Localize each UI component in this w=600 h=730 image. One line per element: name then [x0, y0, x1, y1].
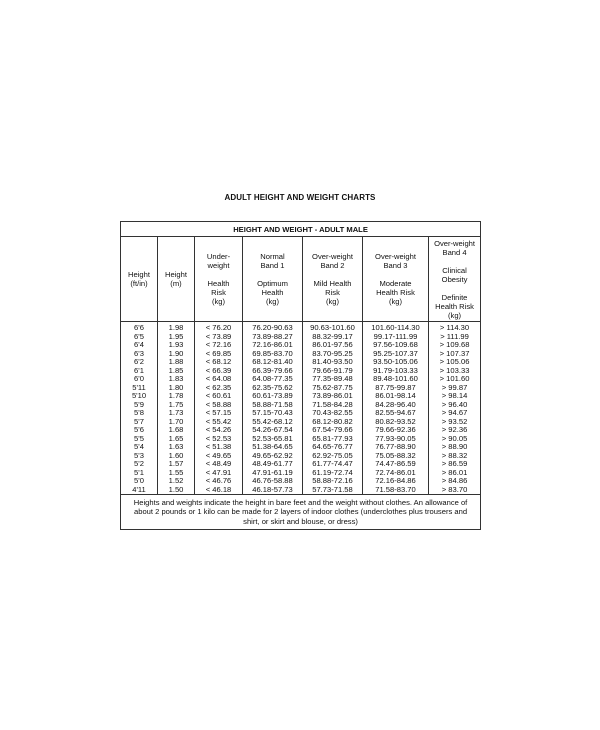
table-cell: 73.89-86.01	[312, 391, 353, 400]
table-cell: 5'7	[134, 416, 144, 426]
table-cell: 77.93-90.05	[375, 433, 416, 443]
table-cell: 87.75-99.87	[375, 382, 416, 392]
table-cell: > 101.60	[439, 374, 470, 383]
table-cell: 72.16-86.01	[252, 340, 293, 349]
table-cell: > 111.99	[440, 331, 469, 341]
table-cell: 79.66-91.79	[312, 365, 353, 375]
height-weight-table	[120, 221, 481, 530]
table-cell: 1.73	[168, 408, 184, 417]
table-cell: 5'10	[131, 391, 147, 400]
column-underweight	[195, 322, 243, 495]
table-cell: 65.81-77.93	[312, 433, 353, 443]
table-cell: 1.60	[168, 450, 184, 460]
table-cell: < 72.16	[205, 340, 232, 349]
table-cell: 1.83	[168, 374, 184, 383]
table-cell: 1.93	[168, 340, 184, 349]
table-cell: 70.43-82.55	[312, 408, 353, 417]
table-cell: 97.56-109.68	[373, 340, 418, 349]
table-cell: 47.91-61.19	[252, 467, 293, 477]
column-height-m	[158, 322, 195, 495]
table-cell: > 109.68	[439, 340, 470, 349]
table-cell: 75.05-88.32	[375, 450, 416, 460]
table-cell: 90.63-101.60	[310, 323, 355, 332]
table-cell: 61.77-74.47	[312, 459, 353, 468]
table-body-row	[121, 322, 481, 495]
table-footnote: Heights and weights indicate the height in bare feet and the weight without clothes. An allowance of about 2 pounds or 1 kilo can be made for 2 layers of indoor clothes (underclothes plus trousers and shirt, or skirt and blouse, or dress)	[121, 495, 481, 530]
table-cell: 1.63	[168, 442, 184, 451]
table-cell: > 99.87	[441, 382, 468, 392]
table-cell: 77.35-89.48	[312, 374, 353, 383]
table-cell: 68.12-81.40	[252, 357, 293, 366]
table-cell: 81.40-93.50	[312, 357, 353, 366]
table-cell: < 48.49	[205, 459, 232, 468]
table-title: HEIGHT AND WEIGHT - ADULT MALE	[121, 222, 481, 237]
table-cell: < 69.85	[205, 348, 232, 358]
page-title: ADULT HEIGHT AND WEIGHT CHARTS	[224, 193, 376, 202]
table-cell: 1.85	[168, 365, 184, 375]
table-cell: 1.55	[168, 467, 184, 477]
column-height-ft	[121, 322, 158, 495]
table-cell: 62.35-75.62	[252, 382, 293, 392]
column-header-normal: Normal Band 1 Optimum Health (kg)	[243, 237, 303, 322]
table-cell: 1.65	[168, 433, 184, 443]
table-cell: < 49.65	[205, 450, 232, 460]
table-cell: > 83.70	[441, 484, 468, 494]
table-cell: 5'1	[134, 467, 144, 477]
table-cell: < 51.38	[205, 442, 232, 451]
table-cell: 57.73-71.58	[312, 484, 353, 494]
table-cell: > 114.30	[439, 323, 470, 332]
table-cell: 80.82-93.52	[375, 416, 416, 426]
table-cell: 55.42-68.12	[252, 416, 293, 426]
table-cell: 48.49-61.77	[252, 459, 293, 468]
table-cell: 79.66-92.36	[375, 425, 416, 434]
table-cell: > 92.36	[441, 425, 468, 434]
table-cell: 6'2	[134, 357, 144, 366]
table-cell: 86.01-97.56	[312, 340, 353, 349]
table-cell: 58.88-71.58	[252, 399, 293, 409]
table-cell: 61.19-72.74	[312, 467, 353, 477]
table-cell: 84.28-96.40	[375, 399, 416, 409]
table-cell: < 64.08	[205, 374, 232, 383]
table-cell: 1.57	[168, 459, 184, 468]
table-cell: < 62.35	[205, 382, 232, 392]
table-cell: 1.90	[168, 348, 184, 358]
table-cell: 71.58-84.28	[312, 399, 353, 409]
column-header-overweight-band3: Over-weight Band 3 Moderate Health Risk (kg)	[363, 237, 429, 322]
table-cell: < 55.42	[205, 416, 232, 426]
table-cell: < 73.89	[205, 331, 232, 341]
table-cell: < 54.26	[205, 425, 232, 434]
table-cell: 1.52	[168, 476, 184, 485]
table-cell: 72.74-86.01	[375, 467, 416, 477]
table-cell: < 68.12	[205, 357, 232, 366]
table-cell: > 86.01	[441, 467, 468, 477]
table-cell: 58.88-72.16	[312, 476, 353, 485]
table-cell: 1.95	[168, 331, 184, 341]
table-cell: 62.92-75.05	[312, 450, 353, 460]
table-cell: 1.70	[168, 416, 184, 426]
table-cell: 6'6	[134, 323, 144, 332]
table-cell: 101.60-114.30	[371, 323, 420, 332]
table-cell: 74.47-86.59	[375, 459, 416, 468]
table-cell: > 105.06	[439, 357, 470, 366]
table-cell: 46.76-58.88	[252, 476, 293, 485]
table-cell: 6'0	[134, 374, 144, 383]
table-cell: 49.65-62.92	[252, 450, 293, 460]
table-cell: 1.98	[168, 323, 184, 332]
table-cell: 1.50	[168, 484, 184, 494]
table-cell: 86.01-98.14	[375, 391, 416, 400]
column-overweight-band4	[429, 322, 481, 495]
table-cell: 5'3	[134, 450, 144, 460]
column-header-height-m: Height (m)	[158, 237, 195, 322]
table-cell: 64.08-77.35	[252, 374, 293, 383]
table-cell: > 88.90	[441, 442, 468, 451]
table-cell: 1.80	[168, 382, 184, 392]
table-cell: > 94.67	[441, 408, 468, 417]
table-cell: 5'8	[134, 408, 144, 417]
table-cell: 67.54-79.66	[312, 425, 353, 434]
table-cell: < 66.39	[205, 365, 232, 375]
table-cell: < 52.53	[205, 433, 232, 443]
table-cell: 64.65-76.77	[312, 442, 353, 451]
table-cell: 6'3	[134, 348, 144, 358]
table-cell: 91.79-103.33	[373, 365, 418, 375]
table-cell: 71.58-83.70	[375, 484, 416, 494]
column-overweight-band2	[303, 322, 363, 495]
column-header-overweight-band4: Over-weight Band 4 Clinical Obesity Definite Health Risk (kg)	[429, 237, 481, 322]
table-cell: 60.61-73.89	[252, 391, 293, 400]
table-cell: > 93.52	[441, 416, 468, 426]
table-cell: 89.48-101.60	[373, 374, 418, 383]
table-cell: 6'4	[134, 340, 144, 349]
table-cell: 52.53-65.81	[252, 433, 293, 443]
table-cell: > 96.40	[441, 399, 468, 409]
table-cell: 73.89-88.27	[252, 331, 293, 341]
table-cell: 83.70-95.25	[312, 348, 353, 358]
table-cell: 51.38-64.65	[252, 442, 293, 451]
table-cell: 5'9	[134, 399, 144, 409]
table-cell: > 90.05	[441, 433, 468, 443]
table-cell: < 47.91	[205, 467, 232, 477]
table-cell: 72.16-84.86	[375, 476, 416, 485]
table-cell: 5'5	[134, 433, 144, 443]
table-cell: < 46.18	[205, 484, 232, 494]
table-cell: 99.17-111.99	[373, 331, 418, 341]
column-header-row	[121, 237, 481, 322]
table-cell: 76.20-90.63	[252, 323, 293, 332]
table-cell: < 58.88	[205, 399, 232, 409]
table-cell: 54.26-67.54	[252, 425, 293, 434]
table-cell: 76.77-88.90	[375, 442, 416, 451]
table-cell: 66.39-79.66	[252, 365, 293, 375]
table-cell: 93.50-105.06	[373, 357, 418, 366]
table-cell: 6'1	[134, 365, 144, 375]
table-cell: 1.88	[168, 357, 184, 366]
column-overweight-band3	[363, 322, 429, 495]
table-cell: > 107.37	[439, 348, 470, 358]
table-cell: 1.68	[168, 425, 184, 434]
table-cell: 88.32-99.17	[312, 331, 353, 341]
table-cell: 4'11	[132, 484, 146, 494]
table-cell: 82.55-94.67	[375, 408, 416, 417]
table-cell: 1.78	[168, 391, 184, 400]
table-cell: 75.62-87.75	[312, 382, 353, 392]
table-cell: 5'2	[134, 459, 144, 468]
table-cell: 5'4	[134, 442, 144, 451]
table-cell: 6'5	[134, 331, 144, 341]
table-cell: 68.12-80.82	[312, 416, 353, 426]
table-cell: 69.85-83.70	[252, 348, 293, 358]
table-cell: 95.25-107.37	[373, 348, 418, 358]
column-header-height-ft: Height (ft/in)	[121, 237, 158, 322]
table-cell: < 46.76	[205, 476, 232, 485]
table-cell: 5'11	[132, 382, 146, 392]
table-cell: > 84.86	[441, 476, 468, 485]
table-cell: < 57.15	[205, 408, 232, 417]
table-cell: > 103.33	[439, 365, 470, 375]
table-cell: 1.75	[168, 399, 184, 409]
column-normal	[243, 322, 303, 495]
column-header-overweight-band2: Over-weight Band 2 Mild Health Risk (kg)	[303, 237, 363, 322]
column-header-underweight: Under- weight Health Risk (kg)	[195, 237, 243, 322]
table-cell: < 60.61	[205, 391, 232, 400]
table-cell: > 88.32	[441, 450, 468, 460]
table-cell: 57.15-70.43	[252, 408, 293, 417]
table-cell: 46.18-57.73	[252, 484, 293, 494]
table-cell: 5'0	[134, 476, 144, 485]
table-cell: 5'6	[134, 425, 144, 434]
table-cell: < 76.20	[205, 323, 232, 332]
table-cell: > 86.59	[441, 459, 468, 468]
table-cell: > 98.14	[441, 391, 468, 400]
